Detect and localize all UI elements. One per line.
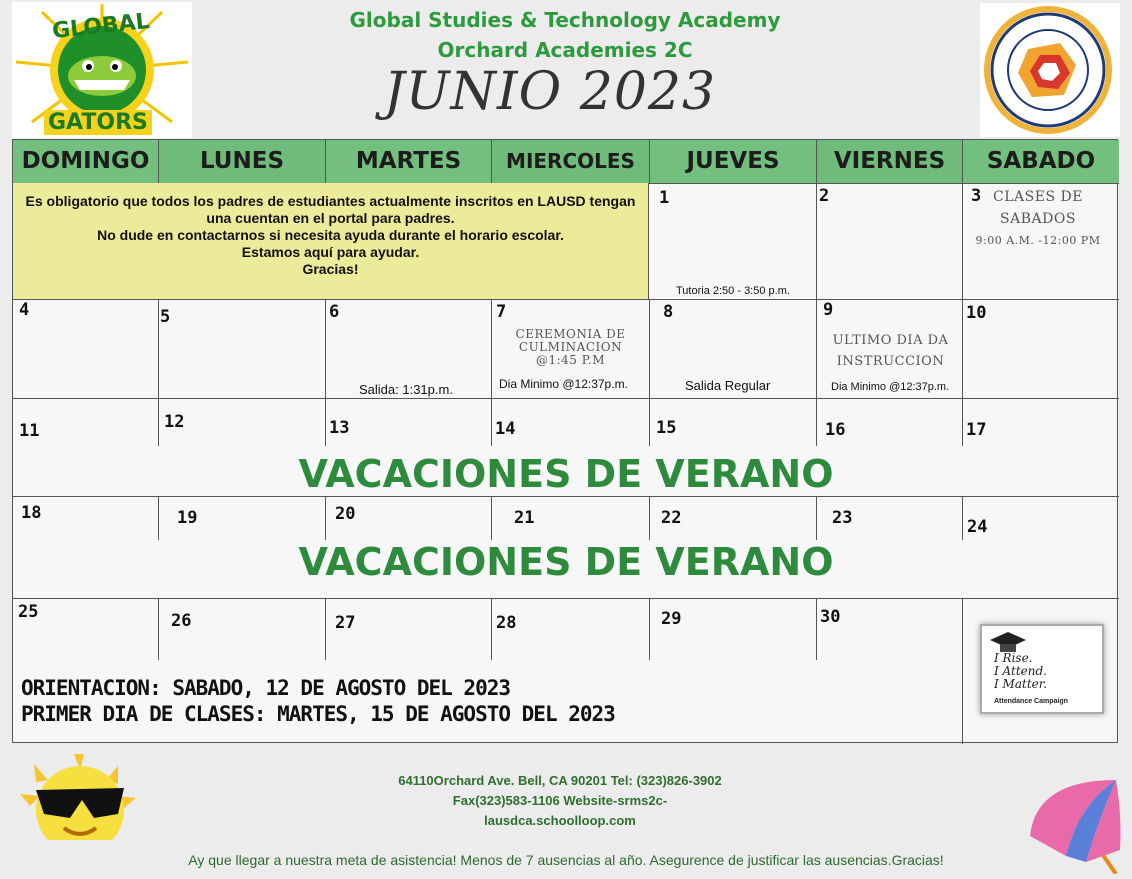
divider — [325, 398, 326, 446]
day-number: 12 — [164, 412, 185, 432]
attendance-campaign-image — [980, 624, 1104, 714]
divider — [158, 398, 159, 446]
day-number: 3 — [971, 186, 982, 206]
salida-note: Salida: 1:31p.m. — [359, 382, 453, 397]
summer-vacation-banner: VACACIONES DE VERANO — [298, 540, 834, 584]
day-number: 7 — [496, 302, 507, 322]
day-number: 9 — [823, 300, 834, 320]
month-title: JUNIO 2023 — [383, 62, 717, 122]
notice-line: Es obligatorio que todos los padres de estudiantes actualmente inscritos en LAUSD tengan — [25, 193, 636, 209]
day-number: 5 — [160, 307, 171, 327]
divider — [325, 496, 326, 540]
ceremony-line: CULMINACION — [518, 340, 623, 354]
calendar-grid — [12, 139, 1118, 743]
day-number: 1 — [659, 188, 670, 208]
divider — [649, 598, 650, 660]
minimum-day-note: Dia Minimo @12:37p.m. — [831, 381, 950, 393]
last-day-line: INSTRUCCION — [836, 354, 945, 369]
campaign-line: I Rise. — [994, 651, 1033, 665]
divider — [816, 183, 817, 299]
divider — [13, 299, 1119, 300]
day-header-viernes: VIERNES — [817, 140, 963, 183]
divider — [816, 598, 817, 660]
day-number: 15 — [656, 418, 677, 438]
notice-line: Estamos aquí para ayudar. — [241, 244, 420, 260]
day-number: 24 — [967, 517, 988, 537]
contact-info — [330, 771, 790, 831]
divider — [648, 183, 649, 299]
gold-ribbon-logo — [980, 3, 1120, 137]
divider — [816, 299, 817, 398]
divider — [649, 496, 650, 540]
day-header-jueves: JUEVES — [650, 140, 817, 183]
parent-portal-notice — [13, 183, 648, 299]
day-header-lunes: LUNES — [159, 140, 326, 183]
campaign-line: I Matter. — [994, 677, 1047, 691]
minimum-day-note: Dia Minimo @12:37p.m. — [499, 377, 628, 391]
divider — [13, 398, 1119, 399]
divider — [962, 183, 963, 299]
ceremony-line: @1:45 P.M — [535, 353, 605, 367]
gators-logo — [12, 2, 192, 138]
day-number: 4 — [19, 300, 30, 320]
divider — [491, 598, 492, 660]
orientation-date: ORIENTACION: SABADO, 12 DE AGOSTO DEL 2023 — [21, 676, 511, 700]
school-name: Global Studies & Technology Academy — [349, 8, 781, 32]
day-number: 23 — [832, 508, 853, 528]
day-number: 30 — [820, 607, 841, 627]
saturday-classes-line: CLASES DE — [993, 189, 1083, 205]
day-number: 16 — [825, 420, 846, 440]
day-number: 21 — [514, 508, 535, 528]
attendance-goal-message: Ay que llegar a nuestra meta de asistencia! Menos de 7 ausencias al año. Asegurence de justificar las ausencias.Gracias! — [188, 852, 944, 868]
day-number: 13 — [329, 418, 350, 438]
divider — [491, 299, 492, 398]
day-number: 22 — [661, 508, 682, 528]
day-number: 11 — [19, 421, 40, 441]
day-header-domingo: DOMINGO — [13, 140, 159, 183]
divider — [962, 598, 963, 744]
website-line[interactable]: lausdca.schoolloop.com — [484, 813, 636, 828]
day-number: 14 — [495, 419, 516, 439]
day-number: 29 — [661, 609, 682, 629]
divider — [962, 496, 963, 540]
address-line: 64110Orchard Ave. Bell, CA 90201 Tel: (323)826-3902 — [398, 773, 722, 788]
divider — [158, 299, 159, 398]
day-number: 25 — [18, 602, 39, 622]
logo-text-top: GLOBAL — [50, 8, 151, 45]
logo-text-bottom: GATORS — [44, 110, 152, 135]
campaign-line: I Attend. — [994, 664, 1047, 678]
divider — [158, 496, 159, 540]
sun-with-sunglasses-image — [14, 754, 142, 840]
divider — [649, 398, 650, 446]
summer-vacation-banner: VACACIONES DE VERANO — [298, 452, 834, 496]
fax-line: Fax(323)583-1106 Website-srms2c- — [452, 793, 668, 808]
day-number: 26 — [171, 611, 192, 631]
day-number: 10 — [966, 303, 987, 323]
day-number: 20 — [335, 504, 356, 524]
tutoria-note: Tutoria 2:50 - 3:50 p.m. — [676, 285, 790, 297]
saturday-classes-time: 9:00 A.M. -12:00 PM — [975, 234, 1101, 247]
day-number: 18 — [21, 503, 42, 523]
day-number: 27 — [335, 613, 356, 633]
ceremony-note — [493, 328, 648, 367]
notice-line: una cuentan en el portal para padres. — [206, 210, 455, 226]
campus-name: Orchard Academies 2C — [437, 38, 693, 62]
day-number: 8 — [663, 302, 674, 322]
divider — [491, 496, 492, 540]
day-number: 28 — [496, 613, 517, 633]
divider — [325, 598, 326, 660]
divider — [962, 299, 963, 398]
divider — [13, 598, 1119, 599]
day-number: 19 — [177, 508, 198, 528]
day-header-sabado: SABADO — [963, 140, 1119, 183]
divider — [491, 398, 492, 446]
day-header-martes: MARTES — [326, 140, 492, 183]
saturday-classes-line: SABADOS — [1000, 211, 1076, 227]
day-number: 17 — [966, 420, 987, 440]
salida-regular-note: Salida Regular — [685, 378, 771, 393]
divider — [962, 398, 963, 446]
ceremony-line: CEREMONIA DE — [515, 327, 626, 341]
day-number: 6 — [329, 302, 340, 322]
notice-line: Gracias! — [302, 261, 359, 277]
last-day-line: ULTIMO DIA DA — [832, 333, 949, 348]
day-header-miercoles: MIERCOLES — [492, 140, 650, 183]
first-day-date: PRIMER DIA DE CLASES: MARTES, 15 DE AGOSTO DEL 2023 — [21, 702, 615, 726]
divider — [816, 398, 817, 446]
divider — [158, 598, 159, 660]
divider — [649, 299, 650, 398]
divider — [325, 299, 326, 398]
last-day-note — [823, 330, 958, 372]
saturday-classes-note — [973, 186, 1103, 252]
divider — [816, 496, 817, 540]
day-number: 2 — [819, 186, 830, 206]
divider — [13, 496, 1119, 497]
notice-line: No dude en contactarnos si necesita ayuda durante el horario escolar. — [97, 227, 564, 243]
campaign-caption: Attendance Campaign — [994, 698, 1068, 705]
